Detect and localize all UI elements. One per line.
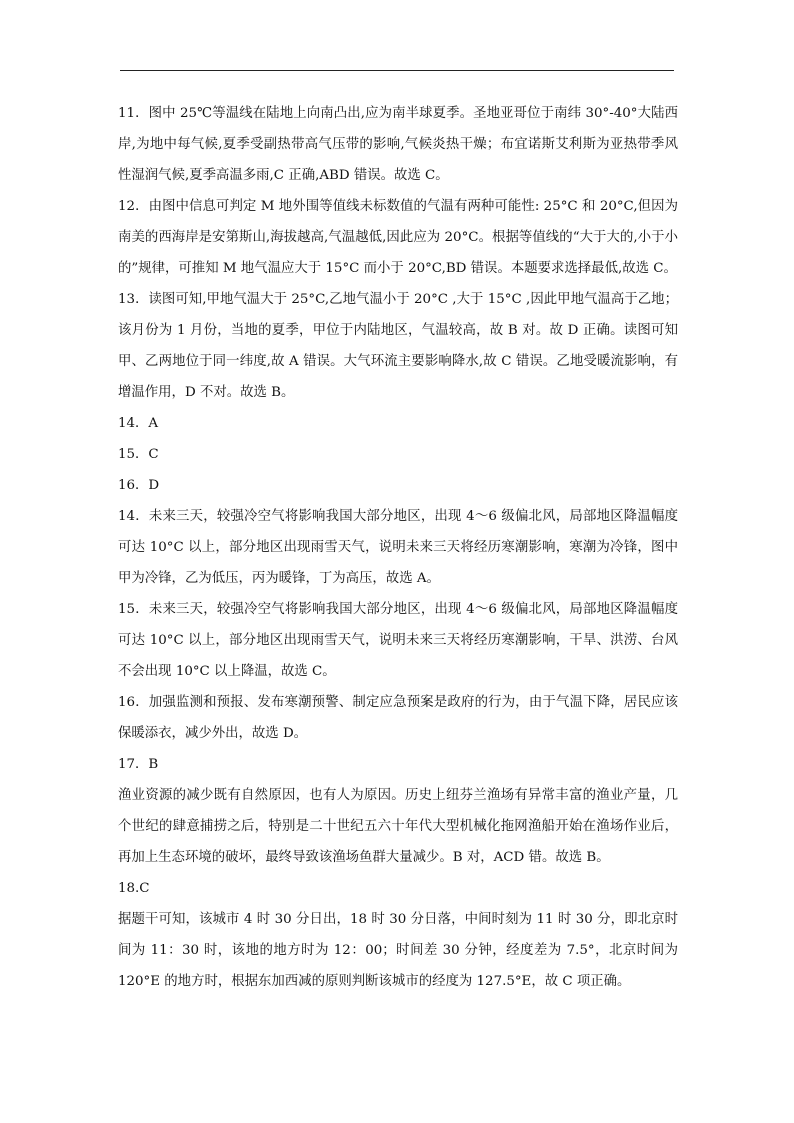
answer-15-key: 15．C xyxy=(118,447,159,462)
answer-14-explanation: 14．未来三天，较强冷空气将影响我国大部分地区，出现 4～6 级偏北风，局部地区降温幅度可达 10°C 以上，部分地区出现雨雪天气，说明未来三天将经历寒潮影响，寒潮为冷锋，图中甲为冷锋，乙为低压，丙为暖锋，丁为高压，故选 A。 xyxy=(118,509,678,586)
answer-17-explanation: 渔业资源的减少既有自然原因，也有人为原因。历史上纽芬兰渔场有异常丰富的渔业产量，几个世纪的肆意捕捞之后，特别是二十世纪五六十年代大型机械化拖网渔船开始在渔场作业后，再加上生态环境的破坏，最终导致该渔场鱼群大量减少。B 对，ACD 错。故选 B。 xyxy=(118,788,678,865)
answer-13-explanation: 13．读图可知,甲地气温大于 25°C,乙地气温小于 20°C ,大于 15°C ,因此甲地气温高于乙地；该月份为 1 月份，当地的夏季，甲位于内陆地区，气温较高，故 B 对。故 D 正确。读图可知甲、乙两地位于同一纬度,故 A 错误。大气环流主要影响降水,故 C 错误。乙地受暖流影响，有增温作用，D 不对。故选 B。 xyxy=(118,292,678,400)
answer-12-explanation: 12．由图中信息可判定 M 地外围等值线未标数值的气温有两种可能性: 25°C 和 20°C,但因为南美的西海岸是安第斯山,海拔越高,气温越低,因此应为 20°C。根据等值线的“大于大的,小于小的”规律，可推知 M 地气温应大于 15°C 而小于 20°C,BD 错误。本题要求选择最低,故选 C。 xyxy=(118,199,678,276)
answer-18-key: 18.C xyxy=(118,881,150,896)
answer-16-key: 16．D xyxy=(118,478,160,493)
header-rule xyxy=(120,70,674,71)
answer-18-explanation: 据题干可知，该城市 4 时 30 分日出，18 时 30 分日落，中间时刻为 11 时 30 分，即北京时间为 11：30 时，该地的地方时为 12：00；时间差 30 分钟，经度差为 7.5°，北京时间为 120°E 的地方时，根据东加西减的原则判断该城市的经度为 127.5°E，故 C 项正确。 xyxy=(118,912,678,989)
answer-16-explanation: 16．加强监测和预报、发布寒潮预警、制定应急预案是政府的行为，由于气温下降，居民应该保暖添衣，减少外出，故选 D。 xyxy=(118,695,678,741)
answer-text-body xyxy=(118,98,678,997)
answer-14-key: 14．A xyxy=(118,416,159,431)
answer-17-key: 17．B xyxy=(118,757,159,772)
answer-15-explanation: 15．未来三天，较强冷空气将影响我国大部分地区，出现 4～6 级偏北风，局部地区降温幅度可达 10°C 以上，部分地区出现雨雪天气，说明未来三天将经历寒潮影响，干旱、洪涝、台风不会出现 10°C 以上降温，故选 C。 xyxy=(118,602,678,679)
answer-11-explanation: 11．图中 25℃等温线在陆地上向南凸出,应为南半球夏季。圣地亚哥位于南纬 30°-40°大陆西岸,为地中每气候,夏季受副热带高气压带的影响,气候炎热干燥；布宜诺斯艾利斯为亚热带季风性湿润气候,夏季高温多雨,C 正确,ABD 错误。故选 C。 xyxy=(118,106,678,183)
